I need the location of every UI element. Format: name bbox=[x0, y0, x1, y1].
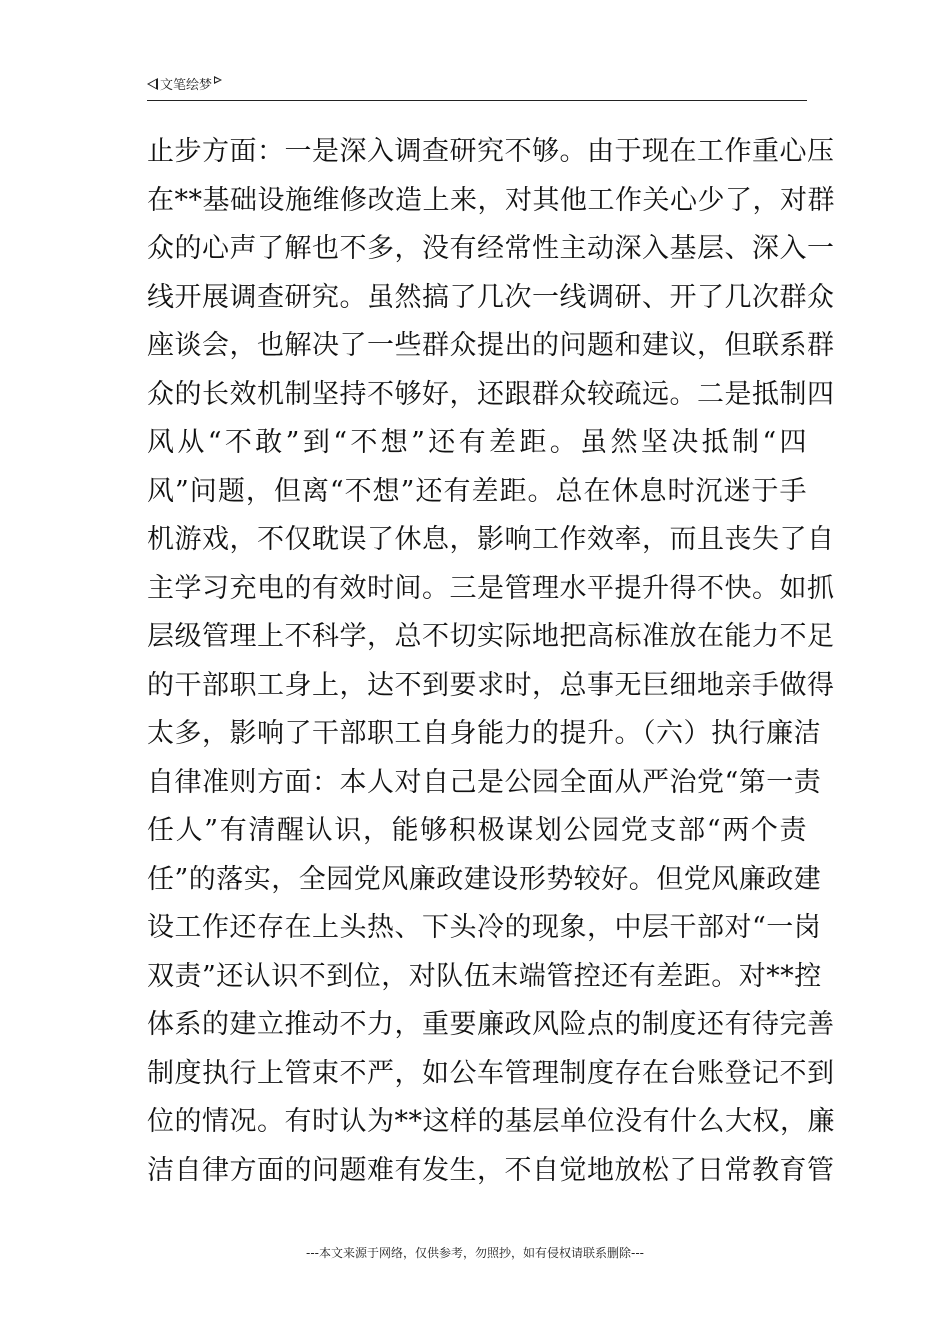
text-line: 设工作还存在上头热、下头冷的现象，中层干部对“一岗 bbox=[147, 912, 822, 943]
header-brand-text: 文笔绘梦 bbox=[160, 78, 213, 93]
text-line: 体系的建立推动不力，重要廉政风险点的制度还有待完善 bbox=[147, 1009, 835, 1040]
page-header bbox=[147, 72, 807, 101]
text-line: 太多，影响了干部职工自身能力的提升。（六）执行廉洁 bbox=[147, 718, 821, 749]
text-line: 的干部职工身上，达不到要求时，总事无巨细地亲手做得 bbox=[147, 669, 835, 701]
text-line: 制度执行上管束不严，如公车管理制度存在台账登记不到 bbox=[147, 1057, 835, 1089]
text-line: 洁自律方面的问题难有发生，不自觉地放松了日常教育管 bbox=[147, 1154, 835, 1186]
text-line: 止步方面：一是深入调查研究不够。由于现在工作重心压 bbox=[147, 136, 835, 167]
text-line: 位的情况。有时认为**这样的基层单位没有什么大权，廉 bbox=[147, 1106, 835, 1137]
text-line: 在**基础设施维修改造上来，对其他工作关心少了，对群 bbox=[147, 184, 835, 216]
text-line: 众的心声了解也不多，没有经常性主动深入基层、深入一 bbox=[147, 233, 835, 264]
document-body bbox=[147, 128, 835, 1195]
header-brand bbox=[147, 74, 222, 93]
text-line: 任人”有清醒认识，能够积极谋划公园党支部“两个责 bbox=[147, 815, 807, 846]
text-line: 任”的落实，全园党风廉政建设形势较好。但党风廉政建 bbox=[147, 863, 822, 895]
right-triangle-icon bbox=[214, 76, 222, 84]
text-line: 双责”还认识不到位，对队伍末端管控还有差距。对**控 bbox=[147, 960, 822, 992]
footer-notice: ---本文来源于网络，仅供参考，勿照抄，如有侵权请联系删除--- bbox=[306, 1246, 644, 1260]
text-line: 机游戏，不仅耽误了休息，影响工作效率，而且丧失了自 bbox=[147, 524, 835, 555]
text-line: 层级管理上不科学，总不切实际地把高标准放在能力不足 bbox=[147, 621, 835, 652]
text-line: 风”问题，但离“不想”还有差距。总在休息时沉迷于手 bbox=[147, 475, 807, 507]
left-triangle-icon bbox=[147, 78, 158, 90]
text-line: 自律准则方面：本人对自己是公园全面从严治党“第一责 bbox=[147, 766, 822, 798]
text-line: 主学习充电的有效时间。三是管理水平提升得不快。如抓 bbox=[147, 572, 835, 604]
text-line: 线开展调查研究。虽然搞了几次一线调研、开了几次群众 bbox=[147, 281, 835, 313]
text-line: 众的长效机制坚持不够好，还跟群众较疏远。二是抵制四 bbox=[147, 378, 835, 410]
text-line: 座谈会，也解决了一些群众提出的问题和建议，但联系群 bbox=[147, 330, 835, 361]
text-line: 风从“不敢”到“不想”还有差距。虽然坚决抵制“四 bbox=[147, 427, 807, 458]
